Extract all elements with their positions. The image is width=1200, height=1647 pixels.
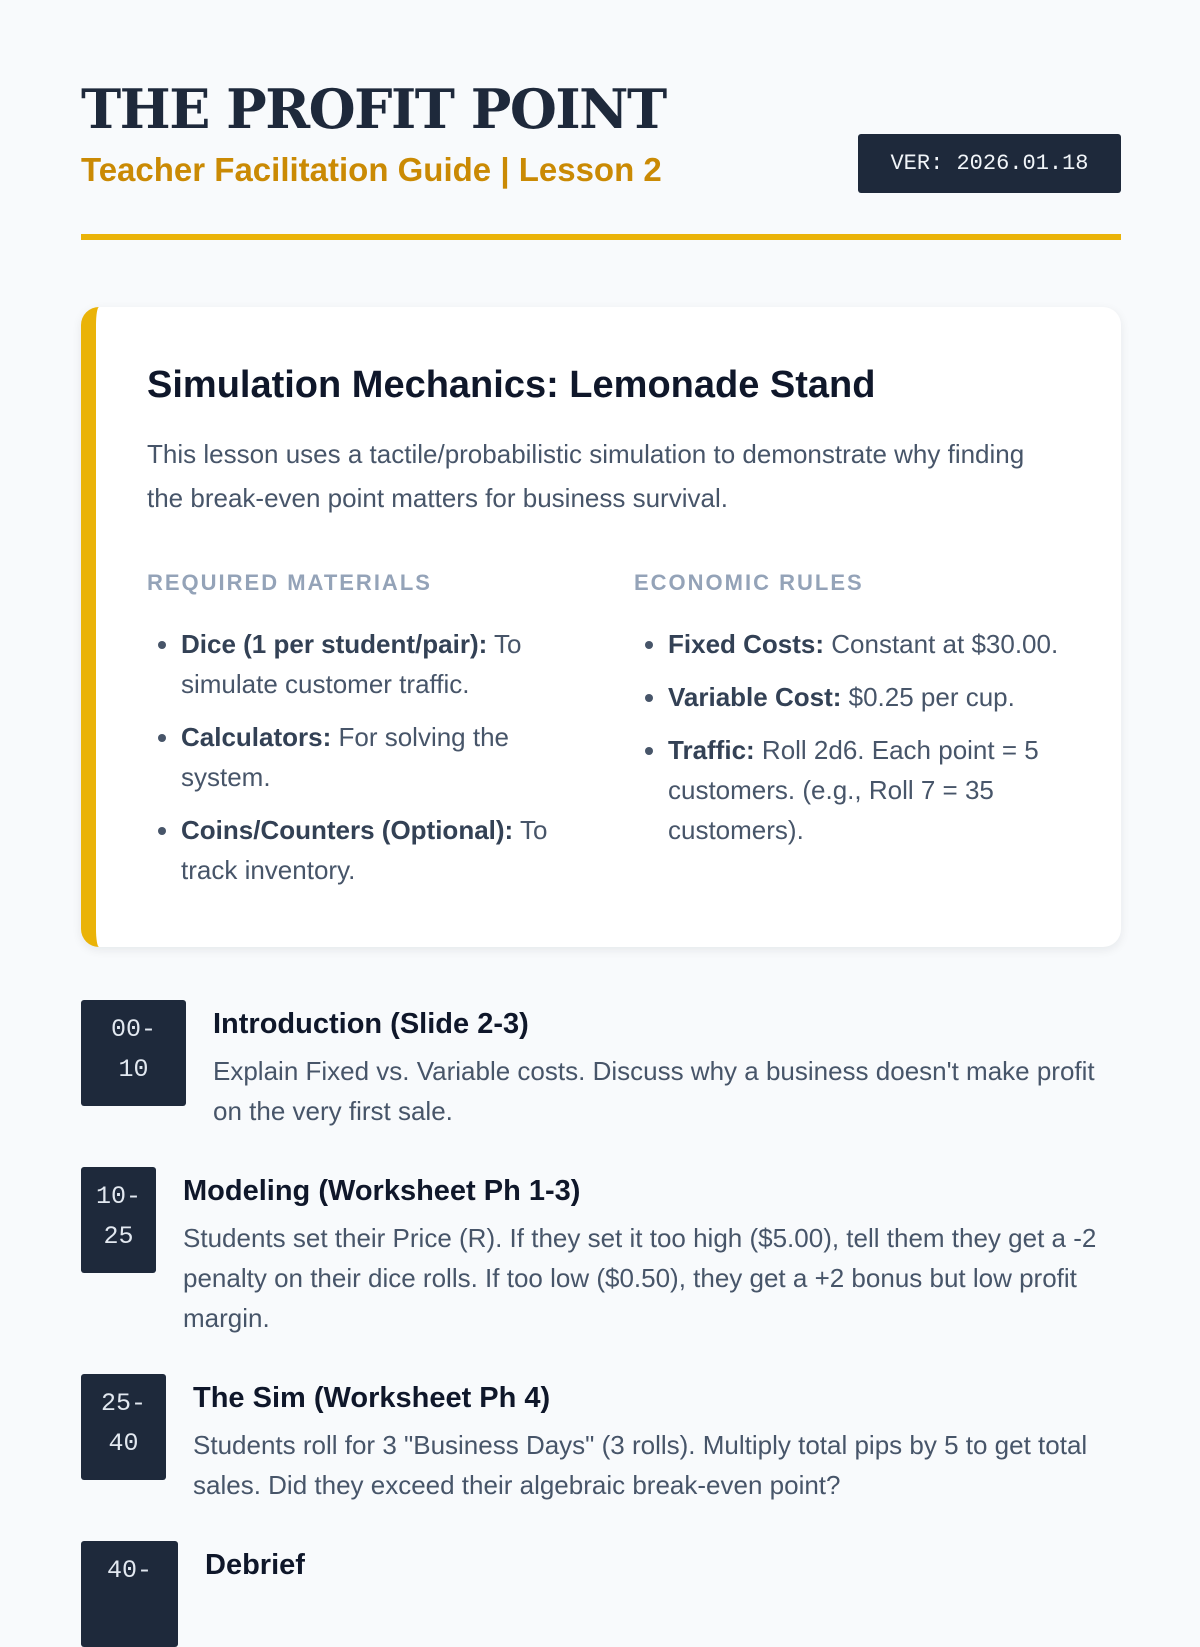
item-text: For solving the system.	[181, 722, 510, 792]
timeline-body	[193, 1374, 1113, 1505]
page-header	[81, 0, 1121, 242]
materials-list	[147, 624, 587, 890]
timeline-item	[81, 1374, 1113, 1505]
item-text: To track inventory.	[181, 815, 548, 885]
materials-item	[181, 717, 587, 797]
time-start: 00-	[110, 1015, 156, 1044]
rules-item	[668, 730, 1074, 850]
item-text: To simulate customer traffic.	[181, 629, 522, 699]
time-start: 25-	[100, 1389, 146, 1418]
time-end: 40	[108, 1429, 139, 1458]
time-end: 25	[103, 1222, 134, 1251]
timeline-body	[183, 1167, 1103, 1338]
time-end: 10	[118, 1055, 149, 1084]
version-badge: VER: 2026.01.18	[858, 134, 1121, 193]
timeline-title: The Sim (Worksheet Ph 4)	[193, 1382, 551, 1414]
materials-heading: REQUIRED MATERIALS	[147, 570, 432, 595]
item-label: Variable Cost:	[668, 682, 842, 712]
timeline-item	[81, 1167, 1103, 1338]
page-subtitle: Teacher Facilitation Guide | Lesson 2	[81, 151, 662, 188]
materials-item	[181, 624, 587, 704]
item-label: Dice (1 per student/pair):	[181, 629, 488, 659]
card-intro: This lesson uses a tactile/probabilistic simulation to demonstrate why finding the break-even point matters for business survival.	[147, 439, 1025, 513]
rules-item	[668, 677, 1074, 717]
rules-list	[634, 624, 1074, 850]
simulation-card	[81, 307, 1121, 947]
item-text: Constant at $30.00.	[824, 629, 1059, 659]
time-badge	[81, 1374, 166, 1480]
timeline-item	[81, 1541, 1105, 1647]
header-divider	[81, 234, 1121, 240]
timeline-text: Students roll for 3 "Business Days" (3 rolls). Multiply total pips by 5 to get total sales. Did they exceed their algebraic break-even point?	[193, 1430, 1088, 1500]
time-badge	[81, 1167, 156, 1273]
card-title: Simulation Mechanics: Lemonade Stand	[147, 364, 876, 406]
time-start: 40-	[106, 1556, 152, 1585]
timeline-body	[213, 1000, 1103, 1131]
timeline-text: Students set their Price (R). If they set it too high ($5.00), tell them they get a -2 penalty on their dice rolls. If too low ($0.50), they get a +2 bonus but low profit margin.	[183, 1223, 1097, 1333]
rules-column	[634, 572, 1074, 863]
item-label: Coins/Counters (Optional):	[181, 815, 514, 845]
page-title: THE PROFIT POINT	[81, 77, 666, 141]
timeline-text: Explain Fixed vs. Variable costs. Discuss why a business doesn't make profit on the very first sale.	[213, 1056, 1095, 1126]
time-badge	[81, 1541, 178, 1647]
guide-page	[81, 0, 1121, 1585]
item-label: Calculators:	[181, 722, 332, 752]
time-badge	[81, 1000, 186, 1106]
timeline-title: Debrief	[205, 1549, 305, 1581]
timeline-item	[81, 1000, 1103, 1131]
materials-item	[181, 810, 587, 890]
time-start: 10-	[95, 1182, 141, 1211]
rules-item	[668, 624, 1074, 664]
timeline-title: Introduction (Slide 2-3)	[213, 1008, 529, 1040]
timeline-title: Modeling (Worksheet Ph 1-3)	[183, 1175, 581, 1207]
item-text: $0.25 per cup.	[841, 682, 1015, 712]
materials-column	[147, 572, 587, 903]
rules-heading: ECONOMIC RULES	[634, 570, 864, 595]
item-text: Roll 2d6. Each point = 5 customers. (e.g., Roll 7 = 35 customers).	[668, 735, 1039, 845]
item-label: Traffic:	[668, 735, 755, 765]
timeline-body	[205, 1541, 1105, 1647]
item-label: Fixed Costs:	[668, 629, 825, 659]
